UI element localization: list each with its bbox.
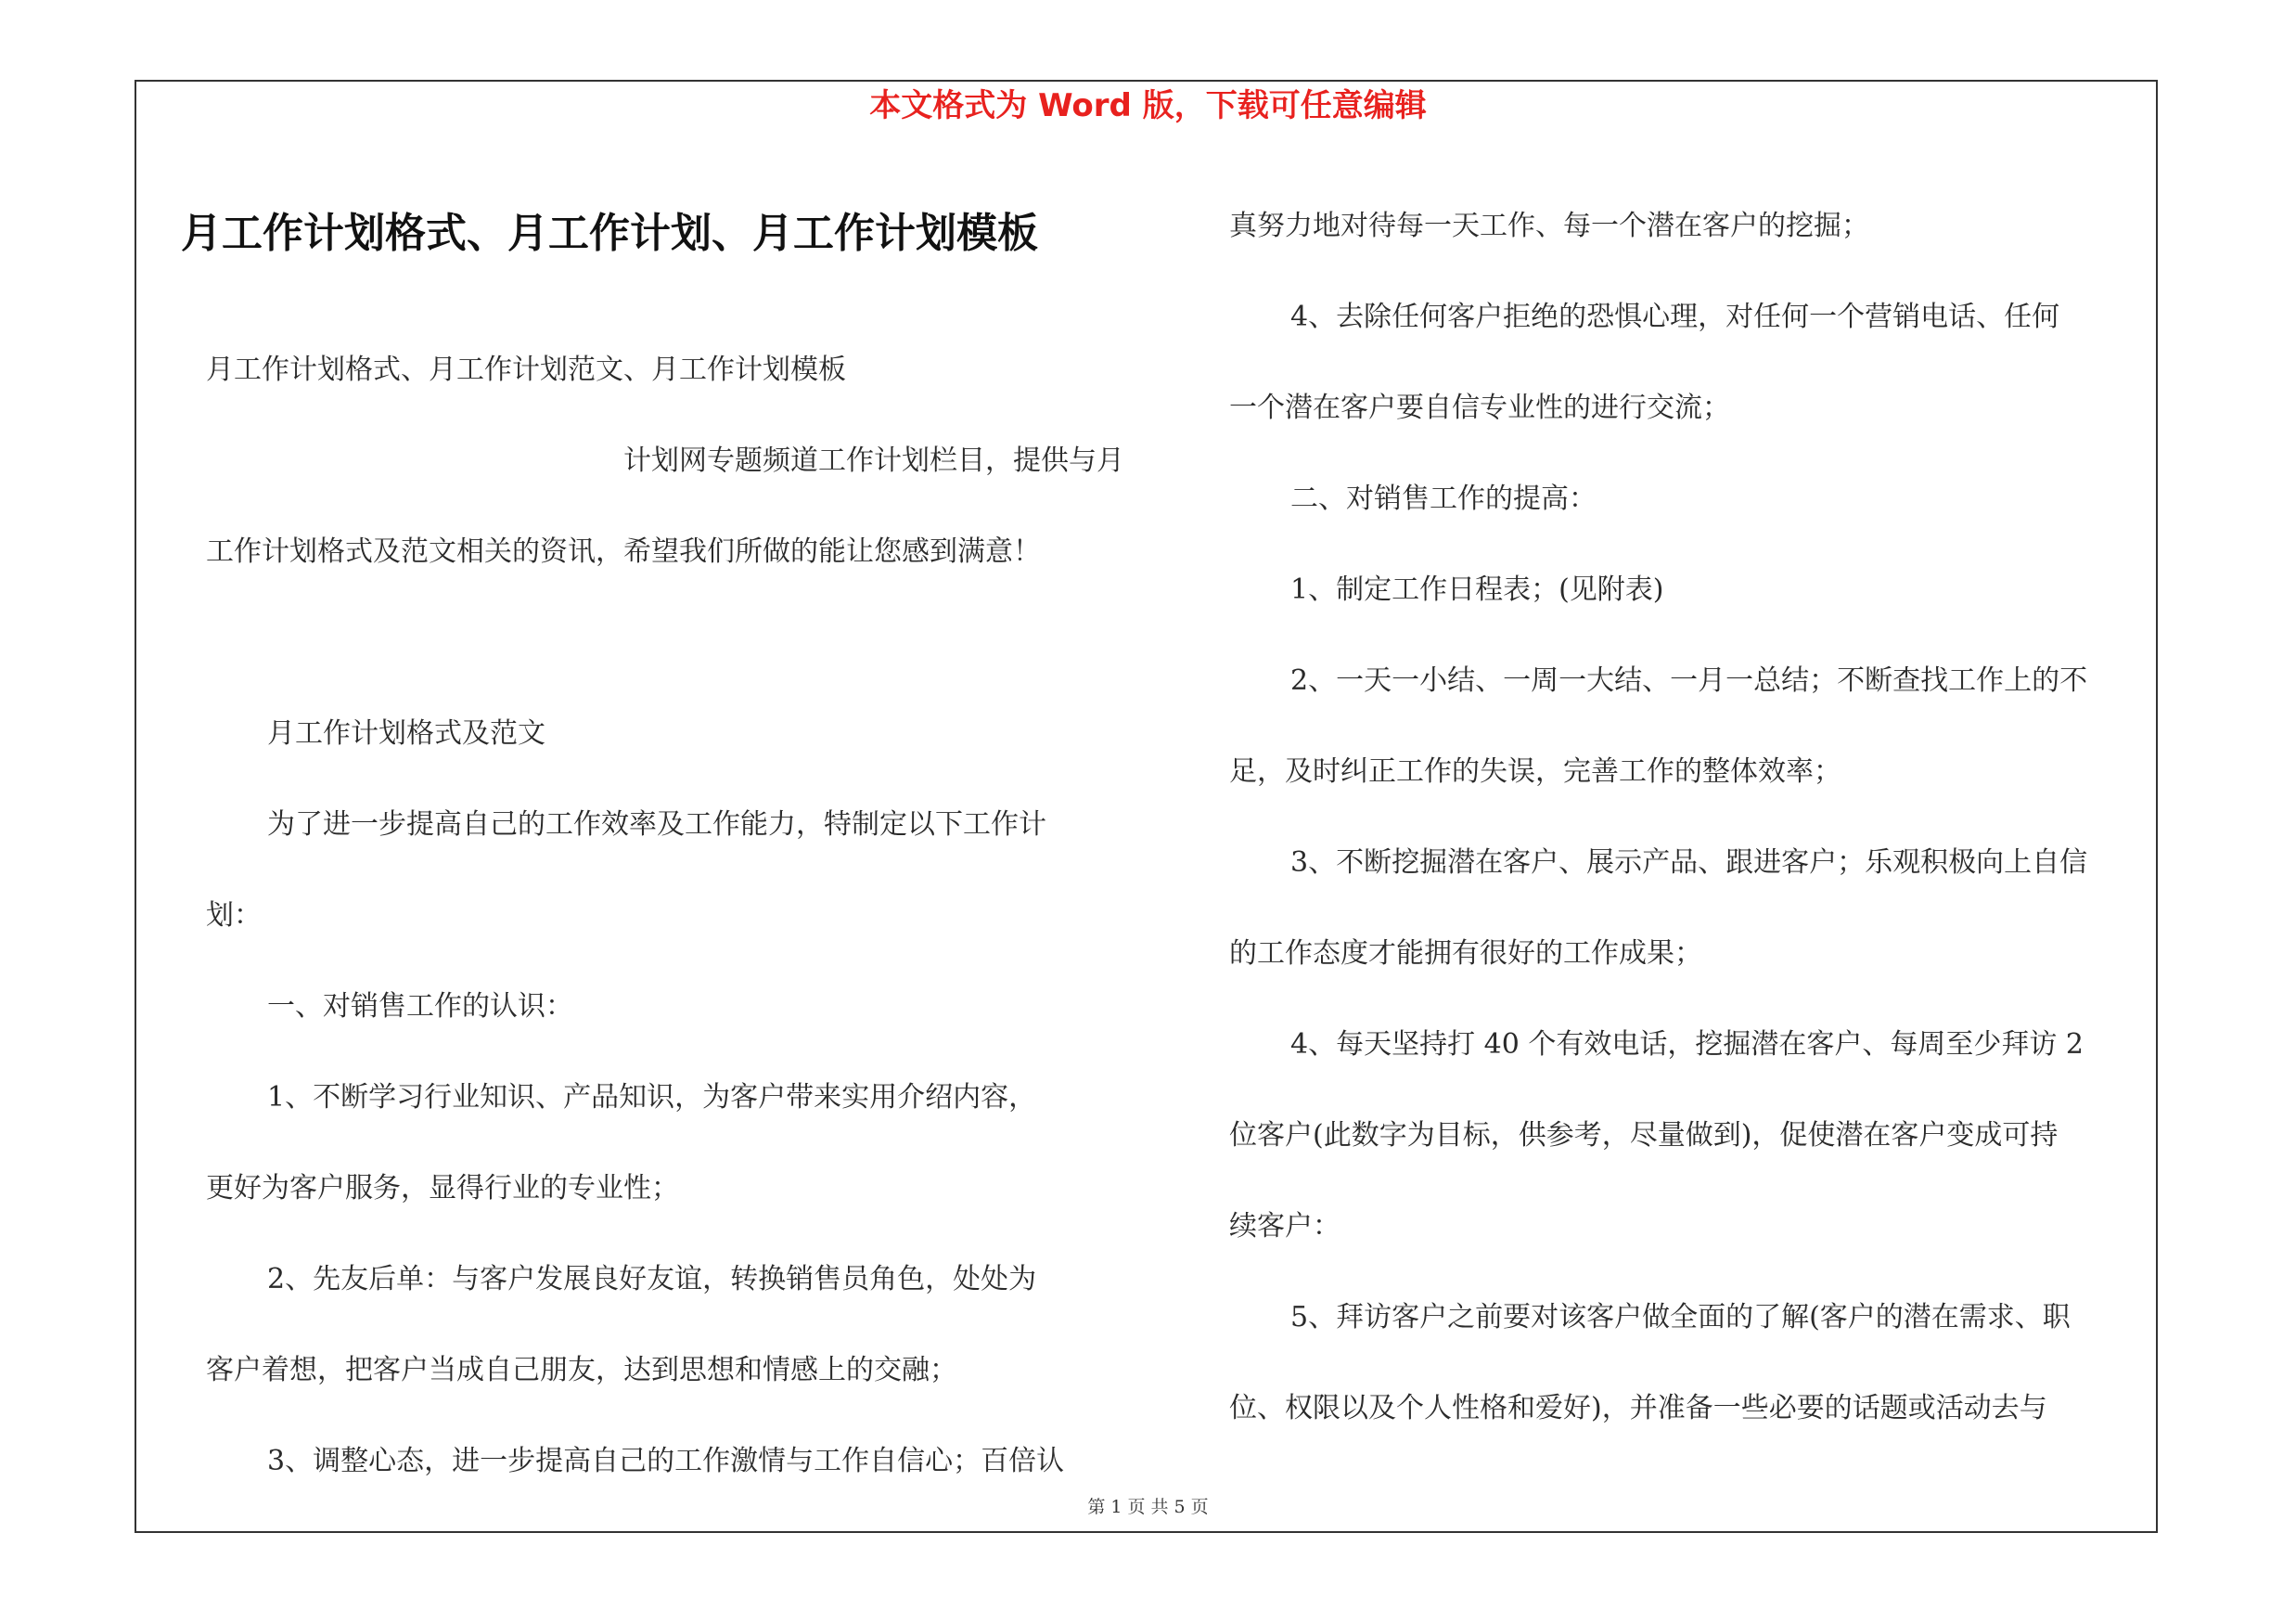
point3-line-2: 的工作态度才能拥有很好的工作成果；: [1229, 937, 1702, 970]
subtitle-line: 月工作计划格式、月工作计划范文、月工作计划模板: [206, 354, 846, 386]
point5-line-1: 5、拜访客户之前要对该客户做全面的了解(客户的潜在需求、职: [1290, 1301, 2071, 1333]
item2-line-1: 2、先友后单：与客户发展良好友谊，转换销售员角色，处处为: [267, 1263, 1037, 1295]
section-heading: 月工作计划格式及范文: [267, 717, 545, 750]
point2-line-2: 足，及时纠正工作的失误，完善工作的整体效率；: [1229, 755, 1841, 788]
purpose-line-2: 划：: [206, 899, 262, 932]
document-title: 月工作计划格式、月工作计划、月工作计划模板: [181, 210, 1038, 257]
blank-line: [206, 598, 1124, 689]
part1-heading: 一、对销售工作的认识：: [267, 990, 573, 1023]
purpose-line-1: 为了进一步提高自己的工作效率及工作能力，特制定以下工作计: [267, 808, 1046, 841]
item1-line-2: 更好为客户服务，显得行业的专业性；: [206, 1172, 679, 1204]
intro-line-1: 计划网专题频道工作计划栏目，提供与月: [623, 444, 1124, 477]
point4-line-1: 4、每天坚持打 40 个有效电话，挖掘潜在客户、每周至少拜访 2: [1290, 1028, 2084, 1061]
part2-heading: 二、对销售工作的提高：: [1290, 483, 1597, 515]
point4-line-2: 位客户(此数字为目标，供参考，尽量做到)，促使潜在客户变成可持: [1229, 1119, 2059, 1152]
right-column: [1229, 181, 2148, 1454]
intro-line-2: 工作计划格式及范文相关的资讯，希望我们所做的能让您感到满意！: [206, 535, 1041, 568]
point1-line: 1、制定工作日程表；(见附表): [1290, 573, 1664, 606]
item2-line-2: 客户着想，把客户当成自己朋友，达到思想和情感上的交融；: [206, 1354, 957, 1386]
item3-line-1: 3、调整心态，进一步提高自己的工作激情与工作自信心；百倍认: [267, 1445, 1065, 1477]
item1-line-1: 1、不断学习行业知识、产品知识，为客户带来实用介绍内容，: [267, 1081, 1037, 1114]
point2-line-1: 2、一天一小结、一周一大结、一月一总结；不断查找工作上的不: [1290, 664, 2088, 697]
item4-line-1: 4、去除任何客户拒绝的恐惧心理，对任何一个营销电话、任何: [1290, 301, 2060, 333]
page-number-footer: 第 1 页 共 5 页: [1087, 1497, 1209, 1517]
item4-line-2: 一个潜在客户要自信专业性的进行交流；: [1229, 392, 1730, 424]
point3-line-1: 3、不断挖掘潜在客户、展示产品、跟进客户；乐观积极向上自信: [1290, 846, 2088, 879]
point5-line-2: 位、权限以及个人性格和爱好)，并准备一些必要的话题或活动去与: [1229, 1392, 2047, 1424]
word-format-banner: 本文格式为 Word 版，下载可任意编辑: [869, 87, 1427, 124]
point4-line-3: 续客户：: [1229, 1210, 1340, 1243]
left-column: [206, 325, 1124, 1507]
item3-line-2: 真努力地对待每一天工作、每一个潜在客户的挖掘；: [1229, 210, 1869, 242]
